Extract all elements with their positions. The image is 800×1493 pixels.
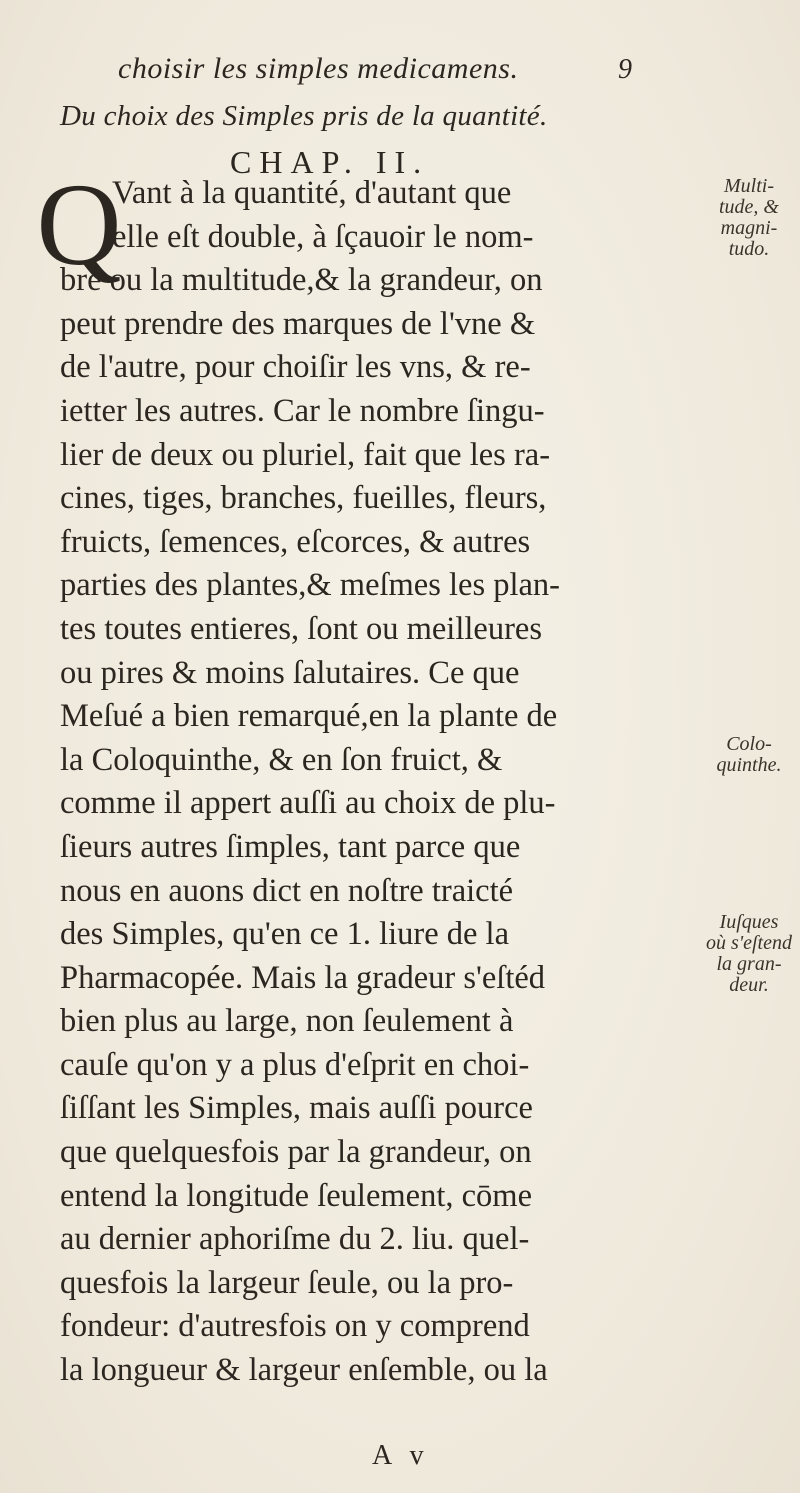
text-line: peut prendre des marques de l'vne & [60,305,536,342]
text-line: au dernier aphoriſme du 2. liu. quel- [60,1221,530,1258]
margin-note-multitude [704,176,794,260]
margin-note-line: Multi- [724,175,774,197]
margin-note-line: Colo- [726,733,772,755]
text-line: ou pires & moins ſalutaires. Ce que [60,654,520,691]
text-line: entend la longitude ſeulement, cōme [60,1177,532,1214]
signature-mark: A v [372,1440,430,1471]
text-line: de l'autre, pour choiſir les vns, & re- [60,349,531,386]
margin-note-line: deur. [729,974,769,996]
margin-note-coloquinthe [704,734,794,776]
text-line: quesfois la largeur ſeule, ou la pro- [60,1264,514,1301]
chapter-subtitle: Du choix des Simples pris de la quantité. [60,100,548,132]
chapter-heading: CHAP. II. [230,144,430,180]
page-number: 9 [618,54,632,85]
margin-note-line: tude, & [719,196,779,218]
text-line: cauſe qu'on y a plus d'eſprit en choi- [60,1046,530,1083]
text-line: des Simples, qu'en ce 1. liure de la [60,916,510,953]
running-head: choisir les simples medicamens. [118,52,519,85]
text-line: Pharmacopée. Mais la gradeur s'eſtéd [60,959,546,996]
body-text [60,172,720,1393]
text-line: Vant à la quantité, d'autant que [112,175,512,211]
margin-note-line: la gran- [716,953,782,975]
margin-note-grandeur [704,912,794,996]
text-line: Meſué a bien remarqué,en la plante de [60,698,558,735]
text-line: comme il appert auſſi au choix de plu- [60,785,556,822]
drop-cap: Q [36,159,122,290]
text-line: la longueur & largeur enſemble, ou la [60,1352,548,1389]
text-line: ietter les autres. Car le nombre ſingu- [60,392,545,429]
margin-note-line: magni- [720,217,778,239]
text-line: ſiſſant les Simples, mais auſſi pource [60,1090,533,1127]
text-line: bre ou la multitude,& la grandeur, on [60,262,543,299]
text-line: la Coloquinthe, & en ſon fruict, & [60,741,503,778]
text-line: elle eſt double, à ſçauoir le nom- [112,218,534,255]
margin-note-line: tudo. [728,238,770,260]
text-line: fondeur: d'autresfois on y comprend [60,1308,530,1345]
text-line: lier de deux ou pluriel, fait que les ra- [60,436,551,473]
margin-note-line: où s'eſtend [706,932,792,954]
margin-note-line: Iuſques [719,911,779,933]
margin-note-line: quinthe. [716,754,782,776]
text-line: bien plus au large, non ſeulement à [60,1003,514,1040]
text-line: nous en auons dict en noſtre traicté [60,872,514,909]
text-line: que quelquesfois par la grandeur, on [60,1134,532,1171]
text-line: fruicts, ſemences, eſcorces, & autres [60,523,531,560]
text-line: cines, tiges, branches, fueilles, fleurs, [60,480,547,517]
text-line: tes toutes entieres, ſont ou meilleures [60,610,542,647]
text-line: ſieurs autres ſimples, tant parce que [60,828,521,865]
text-line: parties des plantes,& meſmes les plan- [60,567,561,604]
